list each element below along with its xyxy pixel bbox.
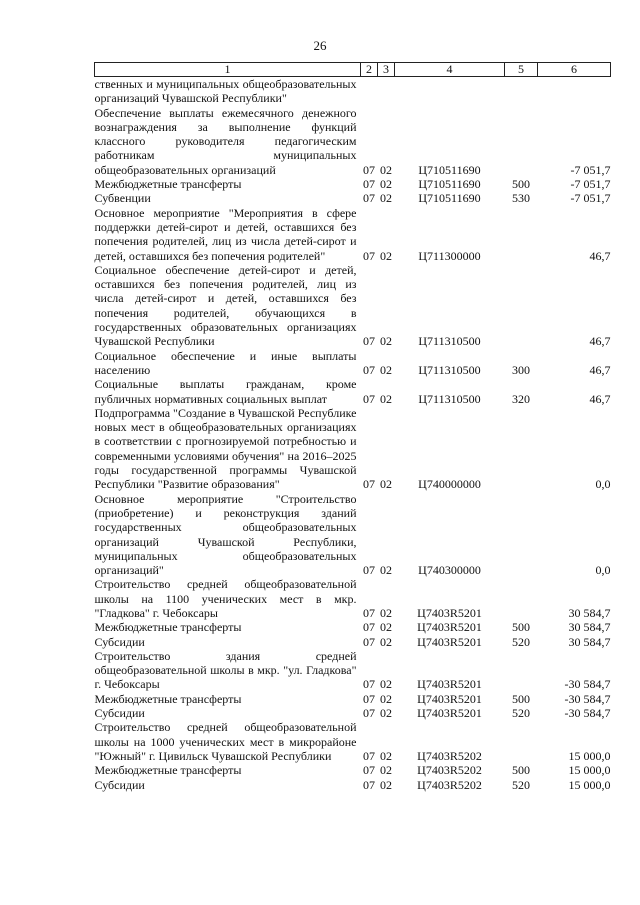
row-target-article: Ц710511690 (418, 177, 481, 192)
table-row (95, 77, 611, 106)
table-row (95, 763, 611, 777)
row-subsection: 02 (380, 563, 392, 578)
row-target-article: Ц711310500 (418, 362, 481, 377)
table-row (95, 406, 611, 492)
row-section: 07 (363, 605, 375, 620)
table-row (95, 635, 611, 649)
table-row (95, 206, 611, 263)
table-row (95, 692, 611, 706)
row-amount: 15 000,0 (568, 748, 611, 763)
row-subsection: 02 (380, 477, 392, 492)
row-amount: 46,7 (589, 248, 611, 263)
row-target-article: Ц711300000 (418, 248, 481, 263)
row-name: Социальное обеспечение и иные выплаты населению (94, 348, 357, 377)
row-section: 07 (363, 691, 375, 706)
table-row (95, 377, 611, 406)
row-expense-type (505, 406, 538, 492)
row-expense-type: 300 (512, 362, 530, 377)
row-section: 07 (363, 191, 375, 206)
row-section (361, 77, 378, 106)
row-name: Строительство здания средней общеобразовательной школы в мкр. "ул. Гладкова" г. Чебоксары (94, 648, 357, 692)
row-target-article: Ц7403R5201 (417, 691, 482, 706)
header-col-3: 3 (378, 63, 395, 77)
row-amount: -30 584,7 (564, 706, 611, 721)
row-target-article: Ц711310500 (418, 391, 481, 406)
row-subsection: 02 (380, 706, 392, 721)
row-expense-type (505, 206, 538, 263)
table-row (95, 649, 611, 692)
row-target-article: Ц710511690 (418, 162, 481, 177)
row-section: 07 (363, 763, 375, 778)
row-section: 07 (363, 334, 375, 349)
header-col-4: 4 (395, 63, 505, 77)
table-row (95, 177, 611, 191)
row-name: Социальные выплаты гражданам, кроме публичных нормативных социальных выплат (94, 377, 357, 406)
row-expense-type: 520 (512, 706, 530, 721)
row-name: Подпрограмма "Создание в Чувашской Республике новых мест в общеобразовательных организациях в соответствии с прогнозируемой потребностью и современными условиями обучения" на 2016–2025 годы государственной программы Чувашской Республики "Развитие образования" (94, 405, 357, 492)
row-target-article: Ц7403R5201 (417, 620, 482, 635)
row-name: ственных и муниципальных общеобразовательных организаций Чувашской Республики" (94, 77, 357, 106)
header-col-6: 6 (538, 63, 611, 77)
row-amount: 0,0 (595, 563, 611, 578)
row-amount: 15 000,0 (568, 777, 611, 792)
row-expense-type: 530 (512, 191, 530, 206)
row-target-article: Ц7403R5202 (417, 763, 482, 778)
row-name: Строительство средней общеобразовательной школы на 1000 ученических мест в микрорайоне "Южный" г. Цивильск Чувашской Республики (94, 720, 357, 763)
row-section: 07 (363, 477, 375, 492)
row-expense-type: 500 (512, 691, 530, 706)
table-row (95, 577, 611, 620)
row-amount: 30 584,7 (568, 605, 611, 620)
row-amount: -7 051,7 (570, 162, 611, 177)
row-amount: -7 051,7 (570, 191, 611, 206)
row-name: Межбюджетные трансферты (94, 691, 242, 706)
row-target-article (395, 77, 505, 106)
row-subsection: 02 (380, 334, 392, 349)
row-target-article: Ц7403R5201 (417, 634, 482, 649)
row-subsection: 02 (380, 777, 392, 792)
row-name: Межбюджетные трансферты (94, 763, 242, 778)
row-amount: 30 584,7 (568, 620, 611, 635)
row-amount: 46,7 (589, 334, 611, 349)
row-expense-type (505, 649, 538, 692)
row-subsection: 02 (380, 691, 392, 706)
row-subsection (378, 77, 395, 106)
table-row (95, 706, 611, 720)
row-expense-type: 520 (512, 634, 530, 649)
row-target-article: Ц7403R5202 (417, 748, 482, 763)
row-name: Субвенции (94, 191, 151, 206)
row-section: 07 (363, 563, 375, 578)
row-target-article: Ц7403R5201 (417, 706, 482, 721)
row-subsection: 02 (380, 362, 392, 377)
row-section: 07 (363, 248, 375, 263)
row-name: Обеспечение выплаты ежемесячного денежного вознаграждения за выполнение функций классного руководителя педагогическим работникам муниципальных общеобразовательных организаций (94, 105, 357, 177)
row-expense-type (505, 492, 538, 578)
table-row (95, 778, 611, 792)
table-row (95, 349, 611, 378)
row-target-article: Ц711310500 (418, 334, 481, 349)
row-expense-type: 500 (512, 763, 530, 778)
row-expense-type: 500 (512, 620, 530, 635)
row-section: 07 (363, 177, 375, 192)
row-section: 07 (363, 162, 375, 177)
row-expense-type (505, 263, 538, 349)
row-amount: 46,7 (589, 362, 611, 377)
row-expense-type: 320 (512, 391, 530, 406)
row-name: Межбюджетные трансферты (94, 620, 242, 635)
row-section: 07 (363, 391, 375, 406)
row-expense-type (505, 720, 538, 763)
row-expense-type (505, 577, 538, 620)
row-section: 07 (363, 620, 375, 635)
table-row (95, 720, 611, 763)
row-name: Субсидии (94, 706, 145, 721)
header-col-5: 5 (505, 63, 538, 77)
row-section: 07 (363, 777, 375, 792)
row-name: Основное мероприятие "Мероприятия в сфере поддержки детей-сирот и детей, оставшихся без попечения родителей, лиц из числа детей-сирот и детей, оставшихся без попечения родителей" (94, 205, 357, 263)
table-row (95, 106, 611, 177)
row-name: Строительство средней общеобразовательной школы на 1100 ученических мест в мкр. "Гладкова" г. Чебоксары (94, 577, 357, 620)
row-target-article: Ц7403R5202 (417, 777, 482, 792)
row-subsection: 02 (380, 748, 392, 763)
page-number: 26 (313, 38, 327, 53)
table-row (95, 263, 611, 349)
row-subsection: 02 (380, 391, 392, 406)
table-header (95, 63, 611, 77)
row-amount: 30 584,7 (568, 634, 611, 649)
row-amount: -30 584,7 (564, 677, 611, 692)
row-target-article: Ц7403R5201 (417, 677, 482, 692)
row-amount: 15 000,0 (568, 763, 611, 778)
row-amount: 46,7 (589, 391, 611, 406)
table-row (95, 191, 611, 205)
row-subsection: 02 (380, 162, 392, 177)
table-row (95, 492, 611, 578)
table-body (95, 77, 611, 792)
row-section: 07 (363, 634, 375, 649)
row-subsection: 02 (380, 605, 392, 620)
header-col-1: 1 (95, 63, 361, 77)
header-col-2: 2 (361, 63, 378, 77)
row-subsection: 02 (380, 677, 392, 692)
row-subsection: 02 (380, 620, 392, 635)
row-subsection: 02 (380, 248, 392, 263)
row-target-article: Ц740000000 (418, 477, 481, 492)
row-amount: -30 584,7 (564, 691, 611, 706)
row-expense-type (505, 106, 538, 177)
row-amount: 0,0 (595, 477, 611, 492)
row-name: Межбюджетные трансферты (94, 177, 242, 192)
row-target-article: Ц740300000 (418, 563, 481, 578)
row-section: 07 (363, 677, 375, 692)
row-section: 07 (363, 362, 375, 377)
row-subsection: 02 (380, 191, 392, 206)
row-name: Субсидии (94, 777, 145, 792)
row-subsection: 02 (380, 634, 392, 649)
row-expense-type: 500 (512, 177, 530, 192)
row-subsection: 02 (380, 763, 392, 778)
row-name: Основное мероприятие "Строительство (приобретение) и реконструкция зданий государственных общеобразовательных организаций Чувашской Республики, муниципальных общеобразовательных организаций" (94, 491, 357, 578)
header-row (95, 63, 611, 77)
budget-table (94, 62, 611, 792)
table-row (95, 620, 611, 634)
row-expense-type: 520 (512, 777, 530, 792)
row-amount: -7 051,7 (570, 177, 611, 192)
row-target-article: Ц7403R5201 (417, 605, 482, 620)
row-expense-type (505, 77, 538, 106)
row-name: Субсидии (94, 634, 145, 649)
row-section: 07 (363, 706, 375, 721)
row-section: 07 (363, 748, 375, 763)
row-target-article: Ц710511690 (418, 191, 481, 206)
row-amount (538, 77, 611, 106)
row-name: Социальное обеспечение детей-сирот и детей, оставшихся без попечения родителей, лиц из числа детей-сирот и детей, оставшихся без попечения родителей, обучающихся в государственных образовательных организациях Чувашской Республики (94, 262, 357, 349)
row-subsection: 02 (380, 177, 392, 192)
